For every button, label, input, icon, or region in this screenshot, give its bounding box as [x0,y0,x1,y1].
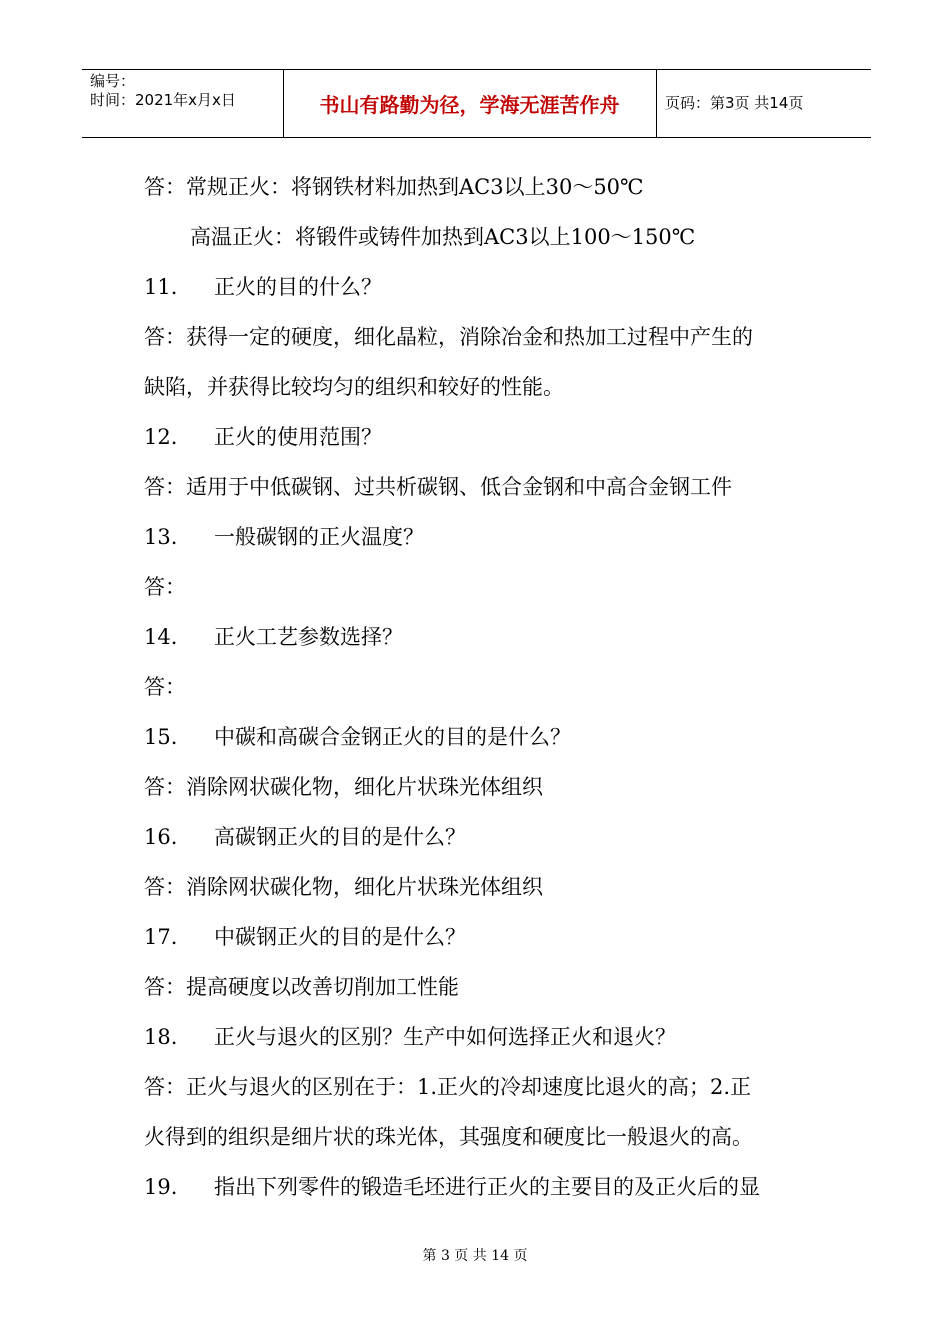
answer-line: 答：提高硬度以改善切削加工性能 [144,975,459,999]
answer-line: 缺陷，并获得比较均匀的组织和较好的性能。 [144,375,564,399]
answer-line: 高温正火：将锻件或铸件加热到AC3以上100～150℃ [190,225,696,249]
answer-line: 答：常规正火：将钢铁材料加热到AC3以上30～50℃ [144,175,644,199]
question-line [144,612,824,662]
question-number: 15. [144,725,178,749]
answer-line: 答：适用于中低碳钢、过共析碳钢、低合金钢和中高合金钢工件 [144,475,732,499]
answer-line: 火得到的组织是细片状的珠光体，其强度和硬度比一般退火的高。 [144,1125,753,1149]
answer-line: 答： [144,575,186,599]
question-text: 正火工艺参数选择？ [214,625,403,649]
question-text: 正火的使用范围？ [214,425,382,449]
answer-line: 答：消除网状碳化物，细化片状珠光体组织 [144,775,543,799]
question-line [144,262,824,312]
question-number: 12. [144,425,178,449]
question-line [144,412,824,462]
question-text: 指出下列零件的锻造毛坯进行正火的主要目的及正火后的显 [214,1175,760,1199]
answer-line: 答：获得一定的硬度，细化晶粒，消除冶金和热加工过程中产生的 [144,325,753,349]
header-divider [656,70,657,137]
question-number: 13. [144,525,178,549]
question-line [144,1162,824,1212]
question-line [144,712,824,762]
page-footer: 第 3 页 共 14 页 [422,1248,528,1264]
question-text: 中碳和高碳合金钢正火的目的是什么？ [214,725,571,749]
question-number: 17. [144,925,178,949]
question-line [144,812,824,862]
header-meta [90,72,236,110]
question-number: 19. [144,1175,178,1199]
answer-line: 答：消除网状碳化物，细化片状珠光体组织 [144,875,543,899]
question-text: 正火与退火的区别？生产中如何选择正火和退火？ [214,1025,676,1049]
answer-line: 答：正火与退火的区别在于：1.正火的冷却速度比退火的高；2.正 [144,1075,752,1099]
document-body [144,162,824,1212]
header-page-label: 页码：第3页 共14页 [665,94,804,112]
question-line [144,1012,824,1062]
question-text: 一般碳钢的正火温度？ [214,525,424,549]
page-header [82,69,871,138]
question-number: 18. [144,1025,178,1049]
question-text: 中碳钢正火的目的是什么？ [214,925,466,949]
question-line [144,512,824,562]
question-line [144,912,824,962]
serial-label: 编号： [90,72,136,90]
question-number: 11. [144,275,178,299]
question-number: 14. [144,625,178,649]
question-number: 16. [144,825,178,849]
question-text: 高碳钢正火的目的是什么？ [214,825,466,849]
header-motto: 书山有路勤为径，学海无涯苦作舟 [319,93,620,117]
date-label: 时间：2021年x月x日 [90,91,236,109]
answer-line: 答： [144,675,186,699]
question-text: 正火的目的什么？ [214,275,382,299]
